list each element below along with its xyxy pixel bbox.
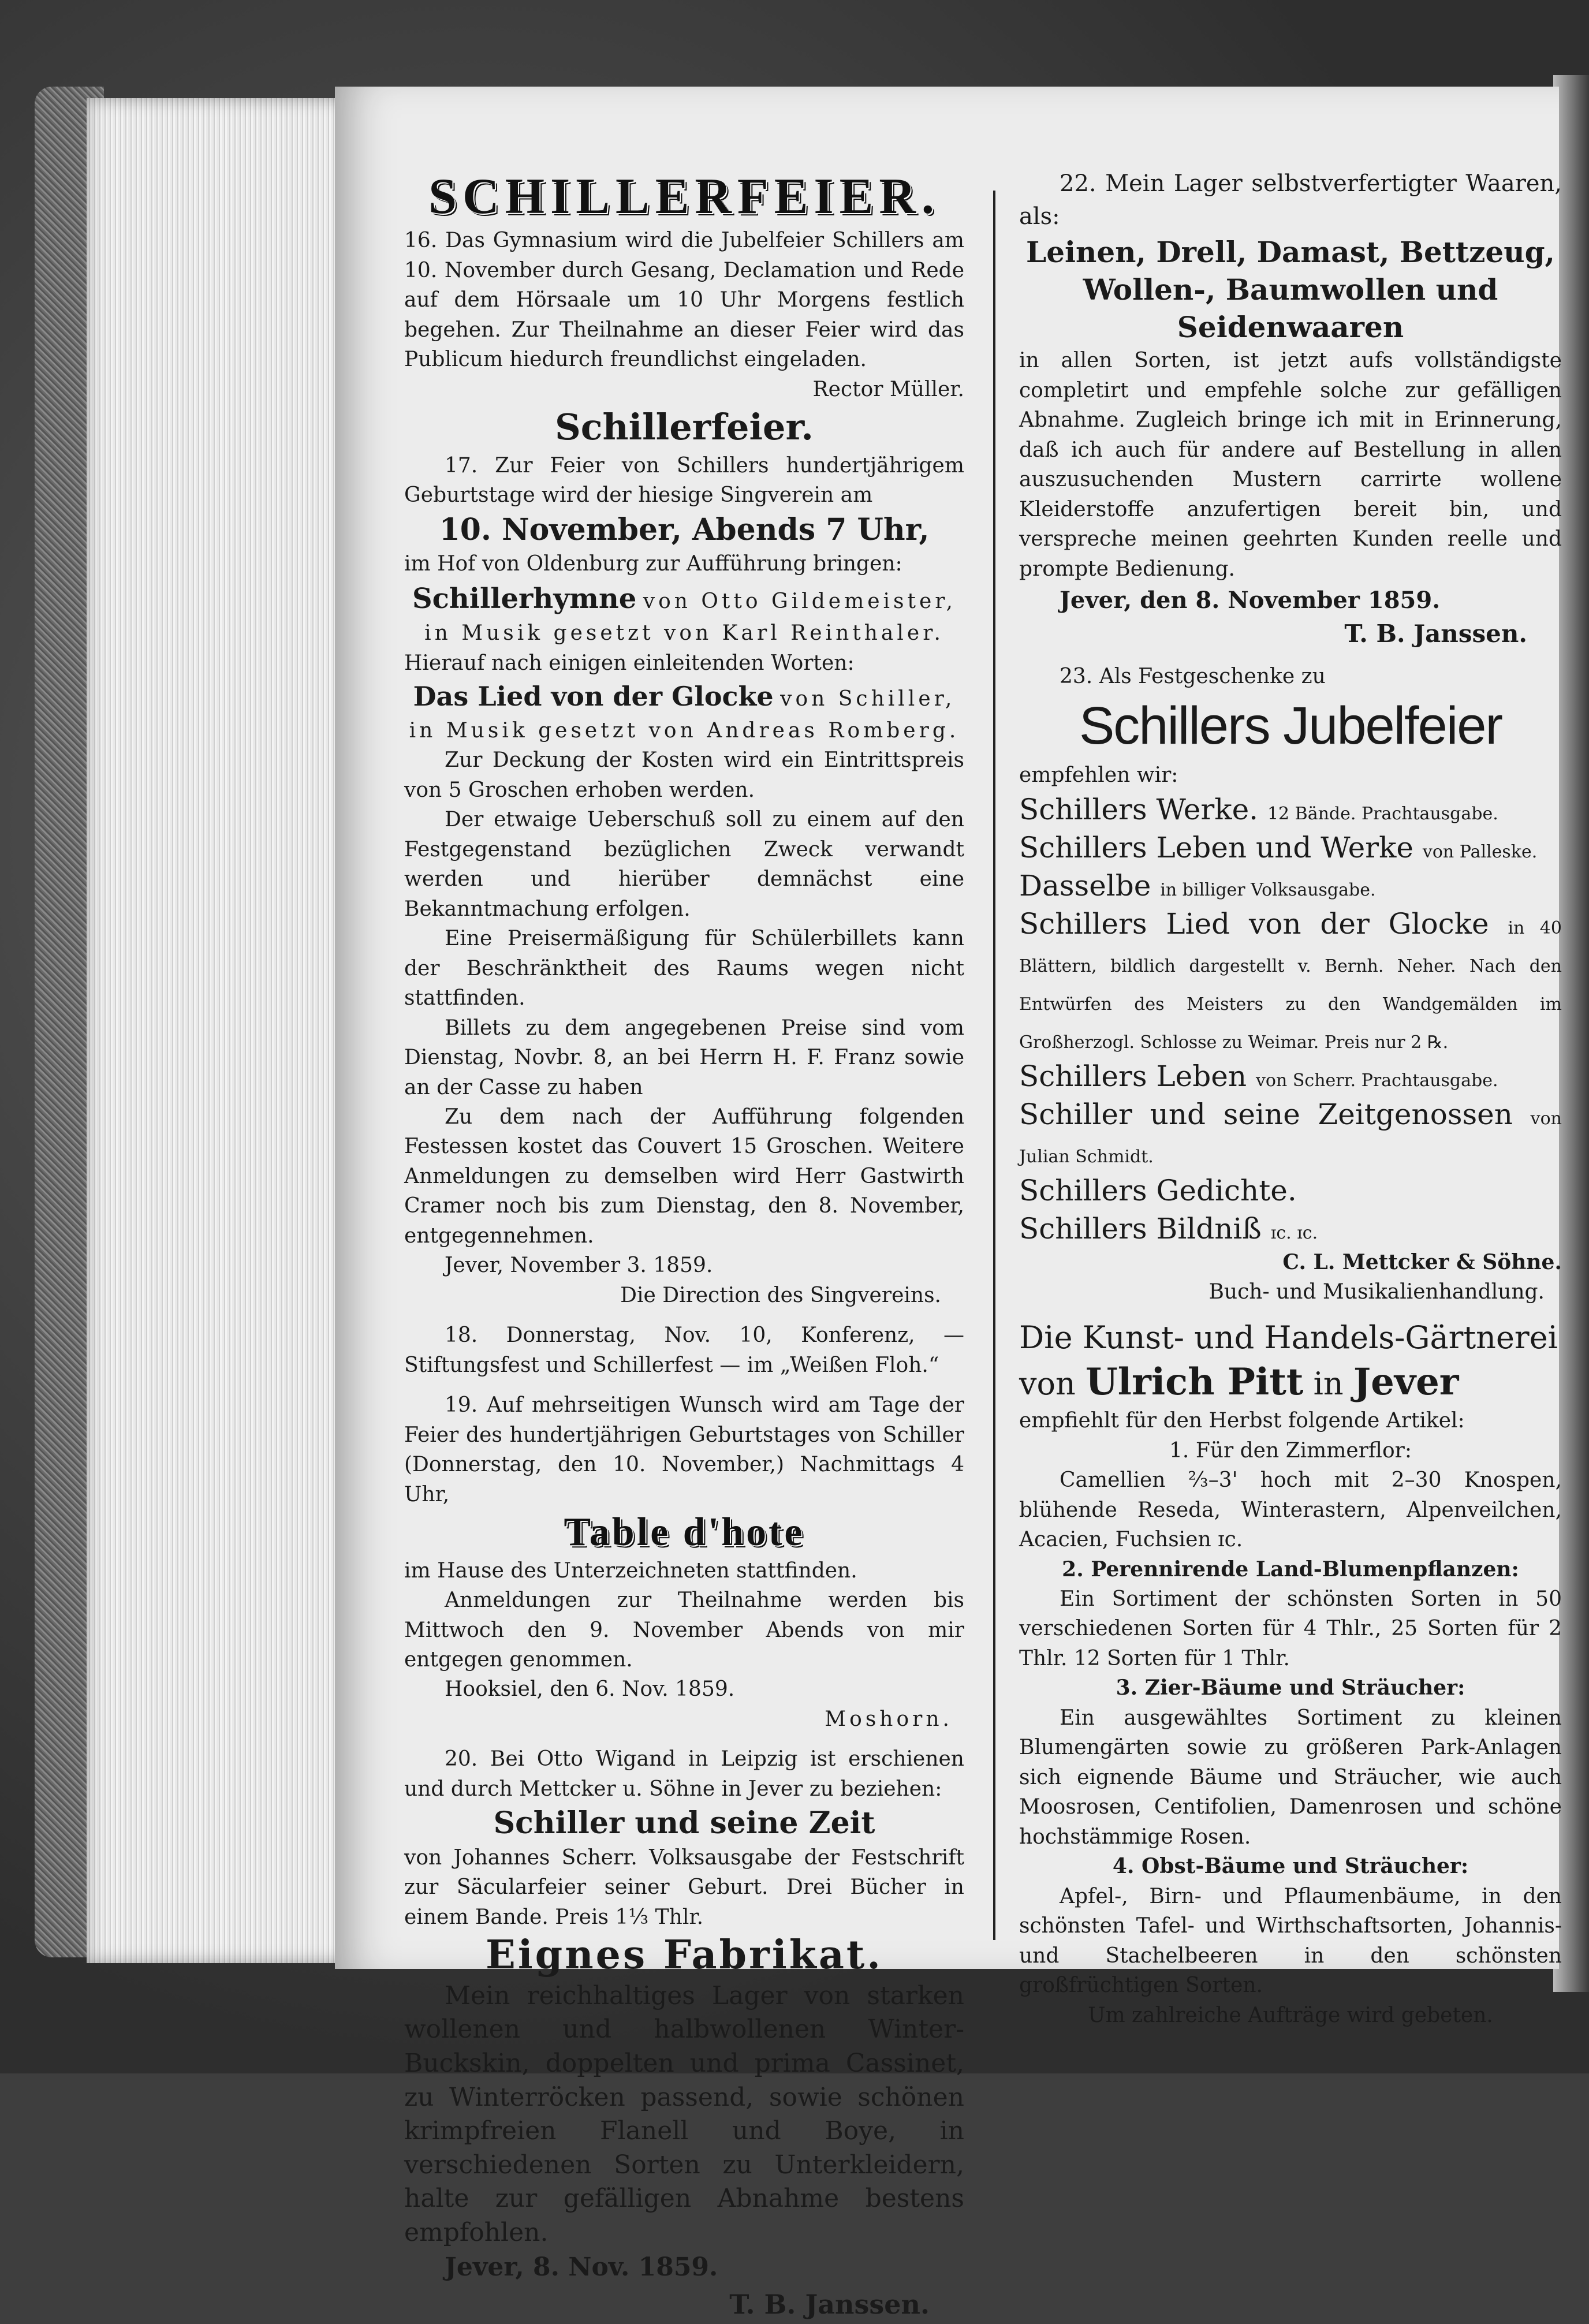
notice-23-intro: 23. Als Festgeschenke zu (1060, 665, 1326, 689)
notice-23-empfehlen: empfehlen wir: (1019, 763, 1178, 788)
section-3-text: Ein ausgewähltes Sortiment zu kleinen Blumengärten sowie zu größeren Park-Anlagen sich eignende Bäume und Sträucher, wie auch Moosrosen, Centifolien, Damenrosen und schöne hochstämmige Rosen. (1019, 1706, 1562, 1849)
right-column (1019, 167, 1562, 2030)
notice-24-closing: Um zahlreiche Aufträge wird gebeten. (1088, 2003, 1493, 2027)
notice-17-p3: Eine Preisermäßigung für Schülerbillets kann der Beschränktheit des Raums wegen nicht stattfinden. (404, 927, 964, 1010)
notice-19-place-date: Hooksiel, den 6. Nov. 1859. (445, 1677, 735, 1702)
book-detail: 12 Bände. Prachtausgabe. (1267, 803, 1498, 824)
book-title: Schillers Gedichte. (1019, 1173, 1297, 1207)
book-title: Schiller und seine Zeitgenossen (1019, 1097, 1513, 1131)
book-title: Schillers Bildniß (1019, 1211, 1262, 1245)
notice-17-p2: Der etwaige Ueberschuß soll zu einem auf den Festgegenstand bezüglichen Zweck verwandt werden und hierüber demnächst eine Bekanntmachung erfolgen. (404, 808, 964, 921)
heading-in: in (1313, 1366, 1344, 1402)
book-item (1019, 867, 1562, 905)
notice-17-date: 10. November, Abends 7 Uhr, (439, 512, 930, 547)
heading-gaertnerei: Die Kunst- und Handels-Gärtnerei (1019, 1319, 1558, 1356)
heading-table-dhote: Table d'hote (564, 1510, 805, 1555)
book-detail: in billiger Volksausgabe. (1160, 879, 1376, 900)
book-title: Schillers Leben und Werke (1019, 830, 1413, 864)
notice-19-signature: Moshorn. (825, 1707, 953, 1731)
notice-17-place-date: Jever, November 3. 1859. (445, 1254, 713, 1278)
book-detail: in 40 Blättern, bildlich dargestellt v. Bernh. Neher. Nach den Entwürfen des Meisters zu den Wandgemälden im Großherzogl. Schlosse zu Weimar. Preis nur 2 ℞. (1019, 917, 1562, 1053)
section-4-text: Apfel-, Birn- und Pflaumenbäume, in den schönsten Tafel- und Wirthschaftsorten, Johannis- und Stachelbeeren in den schönsten großfrüchtigen Sorten. (1019, 1884, 1562, 1998)
notice-17-p1: Zur Deckung der Kosten wird ein Eintrittspreis von 5 Groschen erhoben werden. (404, 748, 964, 802)
notice-17-p4: Billets zu dem angegebenen Preise sind vom Dienstag, Novbr. 8, an bei Herrn H. F. Franz sowie an der Casse zu haben (404, 1016, 964, 1099)
program-schillerhymne: Schillerhymne (412, 582, 637, 615)
program-glocke-author: von Schiller, (780, 687, 956, 711)
notice-22-signature: T. B. Janssen. (1344, 620, 1527, 648)
program-hierauf: Hierauf nach einigen einleitenden Worten: (404, 651, 855, 675)
book-detail: von Palleske. (1422, 841, 1538, 862)
book-item (1019, 1210, 1562, 1248)
left-column (404, 167, 964, 2324)
heading-schillers-jubelfeier: Schillers Jubelfeier (1079, 696, 1502, 755)
book-detail: ɪc. ɪc. (1270, 1222, 1318, 1243)
column-divider (993, 191, 995, 1940)
notice-24-intro: empfiehlt für den Herbst folgende Artikel: (1019, 1409, 1465, 1433)
program-glocke-music: in Musik gesetzt von Andreas Romberg. (409, 718, 960, 743)
notice-21-signature: T. B. Janssen. (729, 2288, 930, 2320)
program-schillerhymne-author: von Otto Gildemeister, (643, 589, 957, 613)
notice-22-intro: 22. Mein Lager selbstverfertigter Waaren, als: (1019, 170, 1562, 230)
notice-18: 18. Donnerstag, Nov. 10, Konferenz, — Stiftungsfest und Schillerfest — im „Weißen Floh.“ (404, 1323, 964, 1377)
notice-17-signature: Die Direction des Singvereins. (620, 1283, 941, 1307)
heading-von: von (1019, 1366, 1076, 1402)
notice-17-intro: 17. Zur Feier von Schillers hundertjährigem Geburtstage wird der hiesige Singverein am (404, 453, 964, 508)
heading-schillerfeier: Schillerfeier. (554, 406, 814, 448)
book-title: Schillers Leben (1019, 1059, 1247, 1093)
notice-21-place-date: Jever, 8. Nov. 1859. (445, 2252, 718, 2282)
page-block-edges (87, 98, 352, 1963)
section-3-title: 3. Zier-Bäume und Sträucher: (1116, 1676, 1465, 1700)
section-2-text: Ein Sortiment der schönsten Sorten in 50 verschiedenen Sorten für 4 Thlr., 25 Sorten für 2 Thlr. 12 Sorten für 1 Thlr. (1019, 1587, 1562, 1670)
heading-ulrich-pitt: Ulrich Pitt (1085, 1360, 1304, 1404)
heading-gaertnerei-name (1019, 1358, 1562, 1406)
book-item (1019, 829, 1562, 867)
book-title: Schillers Werke. (1019, 792, 1259, 826)
book-item (1019, 1172, 1562, 1210)
book-item (1019, 1095, 1562, 1172)
section-2-title: 2. Perennirende Land-Blumenpflanzen: (1062, 1557, 1519, 1581)
notice-22-goods-3: Seidenwaaren (1177, 310, 1404, 345)
heading-jever: Jever (1353, 1360, 1459, 1404)
notice-17-p5: Zu dem nach der Aufführung folgenden Festessen kostet das Couvert 15 Groschen. Weitere Anmeldungen zu demselben wird Herr Gastwirth Cramer noch bis zum Dienstag, den 8. November, entgegennehmen. (404, 1105, 964, 1248)
notice-22-goods-2: Wollen-, Baumwollen und (1083, 273, 1498, 307)
notice-22-goods-1: Leinen, Drell, Damast, Bettzeug, (1026, 235, 1555, 270)
notice-20-p1: 20. Bei Otto Wigand in Leipzig ist erschienen und durch Mettcker u. Söhne in Jever zu beziehen: (404, 1747, 964, 1801)
newspaper-page (335, 87, 1562, 2320)
notice-21-p1: Mein reichhaltiges Lager von starken wollenen und halbwollenen Winter-Buckskin, doppelten und prima Cassinet, zu Winterröcken passend, sowie schönen krimpfreien Flanell und Boye, in verschiedenen Sorten zu Unterkleidern, halte zur gefälligen Abnahme bestens empfohlen. (404, 1980, 964, 2247)
notice-20-p2: von Johannes Scherr. Volksausgabe der Festschrift zur Säcularfeier seiner Geburt. Drei Bücher in einem Bande. Preis 1⅓ Thlr. (404, 1845, 964, 1929)
section-4-title: 4. Obst-Bäume und Sträucher: (1112, 1854, 1469, 1879)
notice-22-place-date: Jever, den 8. November 1859. (1060, 587, 1441, 614)
notice-19-p3: Anmeldungen zur Theilnahme werden bis Mittwoch den 9. November Abends von mir entgegen genommen. (404, 1588, 964, 1672)
book-title: Dasselbe (1019, 868, 1151, 902)
book-title: Schillers Lied von der Glocke (1019, 907, 1489, 941)
notice-17-venue: im Hof von Oldenburg zur Aufführung bringen: (404, 552, 902, 576)
book-detail: von Julian Schmidt. (1019, 1108, 1562, 1167)
heading-schiller-seine-zeit: Schiller und seine Zeit (493, 1806, 875, 1841)
notice-19-p2: im Hause des Unterzeichneten stattfinden. (404, 1558, 857, 1583)
notice-16: 16. Das Gymnasium wird die Jubelfeier Schillers am 10. November durch Gesang, Declamation und Rede auf dem Hörsaale um 10 Uhr Morgens festlich begehen. Zur Theilnahme an dieser Feier wird das Publicum hiedurch freundlichst eingeladen. (404, 229, 964, 372)
program-glocke: Das Lied von der Glocke (413, 681, 774, 713)
section-1-title: 1. Für den Zimmerflor: (1169, 1438, 1412, 1463)
notice-23-sub-signature: Buch- und Musikalienhandlung. (1208, 1280, 1545, 1304)
heading-eignes-fabrikat: Eignes Fabrikat. (486, 1932, 883, 1979)
book-item (1019, 790, 1562, 829)
heading-schillerfeier-caps: SCHILLERFEIER. (428, 169, 940, 225)
notice-19-p1: 19. Auf mehrseitigen Wunsch wird am Tage der Feier des hundertjährigen Geburtstages von Schiller (Donnerstag, den 10. November,) Nachmittags 4 Uhr, (404, 1393, 964, 1506)
book-item (1019, 1057, 1562, 1095)
signature-rector: Rector Müller. (812, 377, 964, 401)
section-1-text: Camellien ⅔–3' hoch mit 2–30 Knospen, blühende Reseda, Winterastern, Alpenveilchen, Acacien, Fuchsien ɪc. (1019, 1468, 1562, 1552)
book-detail: von Scherr. Prachtausgabe. (1255, 1070, 1498, 1091)
book-item (1019, 905, 1562, 1057)
notice-22-p1: in allen Sorten, ist jetzt aufs vollständigste completirt und empfehle solche zur gefälligen Abnahme. Zugleich bringe ich mit in Erinnerung, daß ich auch für andere auf Bestellung in allen auszusuchenden Mustern carrirte wollene Kleiderstoffe anzufertigen bereit bin, und verspreche meinen geehrten Kunden reelle und prompte Bedienung. (1019, 349, 1562, 581)
program-schillerhymne-music: in Musik gesetzt von Karl Reinthaler. (424, 621, 944, 646)
notice-23-signature: C. L. Mettcker & Söhne. (1282, 1249, 1562, 1274)
